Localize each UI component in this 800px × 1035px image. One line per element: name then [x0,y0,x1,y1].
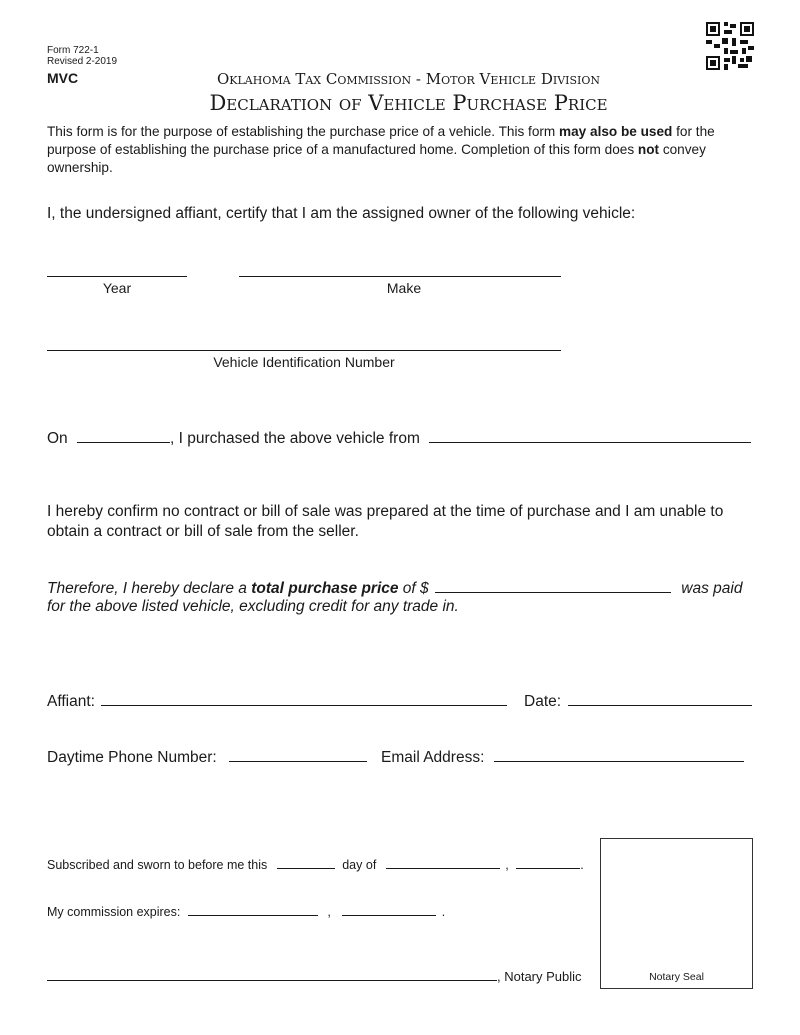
commission-label: My commission expires: [47,905,181,919]
purchase-date-field[interactable] [77,428,170,443]
intro-paragraph: This form is for the purpose of establishing the purchase price of a vehicle. This form may also be used for the purpose of establishing the purchase price of a manufactured home. Completion of this form does not convey ownership. [47,124,715,175]
date-label: Date: [524,693,562,710]
division-code: MVC [47,70,79,86]
commission-year-field[interactable] [342,904,436,916]
affiant-row [47,691,507,712]
revised-date: Revised 2-2019 [47,56,118,67]
notary-year-field[interactable] [516,857,580,869]
email-row [381,747,744,768]
notary-public-row [47,969,582,984]
affiant-label: Affiant: [47,693,95,710]
subscribed-label: Subscribed and sworn to before me this [47,858,268,872]
phone-row [47,747,367,768]
commission-date-field[interactable] [188,904,318,916]
notary-comma: , [505,858,509,872]
purchased-from-label: , I purchased the above vehicle from [170,430,420,447]
make-label: Make [386,280,422,296]
notary-period: . [580,858,584,872]
year-field[interactable] [47,276,187,277]
phone-label: Daytime Phone Number: [47,749,217,766]
phone-field[interactable] [229,747,367,762]
form-number: Form 722-1 [47,45,99,56]
declaration-line-1: Therefore, I hereby declare a total purchase price of $ was paid [47,580,743,597]
day-of-label: day of [342,858,377,872]
year-label: Year [102,280,132,296]
notary-seal-box [600,838,753,989]
notary-public-label: , Notary Public [497,969,582,984]
subscribed-row [47,857,584,872]
certify-statement: I, the undersigned affiant, certify that I am the assigned owner of the following vehicle: [47,205,636,222]
qr-code-icon [706,22,754,75]
commission-row [47,904,445,919]
email-label: Email Address: [381,749,485,766]
notary-seal-label: Notary Seal [649,971,704,983]
commission-period: . [441,905,446,919]
affiant-signature-field[interactable] [101,691,507,706]
agency-name: Oklahoma Tax Commission - Motor Vehicle Division [216,70,601,88]
date-field[interactable] [568,691,752,706]
vin-field[interactable] [47,350,561,351]
make-field[interactable] [239,276,561,277]
seller-field[interactable] [429,428,751,443]
confirm-statement: I hereby confirm no contract or bill of sale was prepared at the time of purchase and I am unable to obtain a contract or bill of sale from the seller. [47,503,724,540]
declaration-line-2: for the above listed vehicle, excluding credit for any trade in. [47,598,459,615]
commission-comma: , [327,905,331,919]
form-title: Declaration of Vehicle Purchase Price [209,91,608,115]
on-label: On [47,430,68,447]
vin-label: Vehicle Identification Number [213,354,395,370]
notary-day-field[interactable] [277,857,335,869]
notary-signature-field[interactable] [47,969,497,981]
purchase-line [47,428,751,449]
date-row [524,691,752,712]
email-field[interactable] [494,747,744,762]
notary-month-field[interactable] [386,857,500,869]
purchase-price-field[interactable] [435,578,671,593]
